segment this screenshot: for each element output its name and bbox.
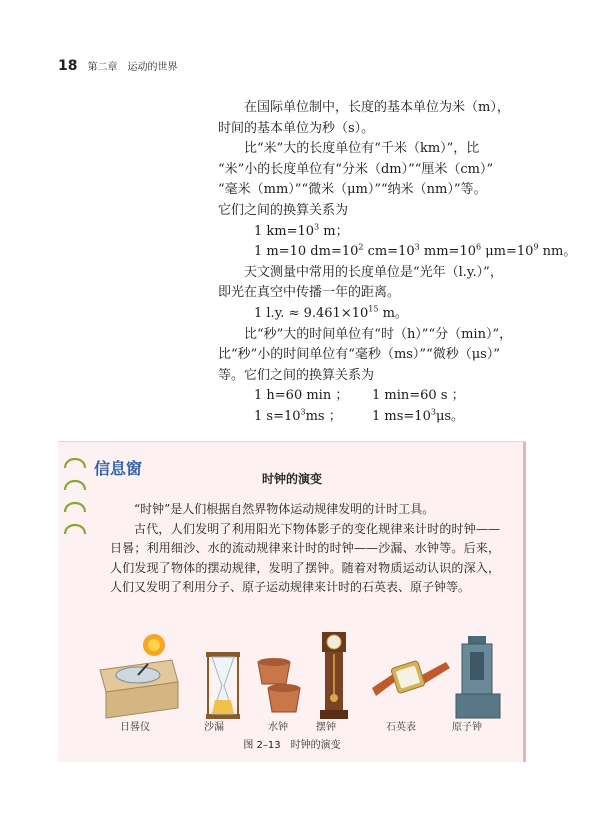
conversion-ms: 1 $ms=10^3\mu s$。 xyxy=(372,407,465,424)
paragraph-line: 在国际单位制中，长度的基本单位为米（m）， xyxy=(244,100,510,115)
main-text xyxy=(218,98,577,428)
wristwatch-icon xyxy=(372,660,450,696)
conversion-sec: 1 $s=10^3ms$ ； xyxy=(254,407,342,424)
info-paragraph: “时钟”是人们根据自然界物体运动规律发明的计时工具。 xyxy=(134,502,435,516)
formula-km: 1 $km=10^3$ m； xyxy=(254,222,349,239)
paragraph-line: 比“秒”大的时间单位有“时（h）”“分（min）”， xyxy=(244,326,513,342)
paragraph-line: “米”小的长度单位有“分米（dm）”“厘米（cm）” xyxy=(218,161,494,177)
paragraph-line: 等。它们之间的换算关系为 xyxy=(218,367,375,383)
caption-hourglass: 沙漏 xyxy=(204,722,224,733)
paragraph-line: 时间的基本单位为秒（s）。 xyxy=(218,120,375,136)
chapter-label: 第二章 xyxy=(87,62,118,73)
page-header xyxy=(58,58,177,74)
paragraph-line: 比“秒”小的时间单位有“毫秒（ms）”“微秒（μs）” xyxy=(218,347,500,363)
formula-m: 1 m=10 $dm=10^2$ $cm=10^3$ $mm=10^6$ $\mu m=10^9$ nm。 xyxy=(254,242,577,260)
water-clock-icon xyxy=(258,658,300,712)
atomic-clock-icon xyxy=(456,636,500,718)
paragraph-line: 即光在真空中传播一年的距离。 xyxy=(218,285,401,301)
sundial-icon xyxy=(100,634,178,718)
paragraph-line: 天文测量中常用的长度单位是“光年（l.y.）”， xyxy=(244,264,503,280)
info-body xyxy=(110,500,500,598)
conversion-min: 1 min=60 s ； xyxy=(372,388,465,404)
paragraph-line: 比“米”大的长度单位有“千米（km）”，比 xyxy=(244,141,480,157)
time-conversion-row xyxy=(218,386,540,407)
pendulum-clock-icon xyxy=(320,632,348,719)
spiral-binding-icon xyxy=(62,452,88,562)
info-title: 时钟的演变 xyxy=(261,472,322,486)
conversion-hour: 1 h=60 min ； xyxy=(254,388,349,404)
caption-quartz-watch: 石英表 xyxy=(386,722,416,733)
paragraph-line: 它们之间的换算关系为 xyxy=(218,202,349,218)
formula-ly: 1 l.y. ≈ $9.461\times 10^{15}$ m。 xyxy=(254,304,408,321)
caption-pendulum-clock: 摆钟 xyxy=(316,722,336,733)
figure-caption: 图 2–13 时钟的演变 xyxy=(243,740,341,751)
info-border xyxy=(523,442,526,762)
paragraph-line: “毫米（mm）”“微米（μm）”“纳米（nm）”等。 xyxy=(218,182,487,198)
caption-sundial: 日晷仪 xyxy=(120,722,150,733)
info-paragraph: 古代，人们发明了利用阳光下物体影子的变化规律来计时的时钟——日晷；利用细沙、水的流动规律来计时的时钟——沙漏、水钟等。后来，人们发现了物体的摆动规律，发明了摆钟。随着对物质运动认识的深入，人们又发明了利用分子、原子运动规律来计时的石英表、原子钟等。 xyxy=(110,521,500,595)
info-label: 信息窗 xyxy=(94,459,143,478)
info-window xyxy=(58,441,526,762)
chapter-title: 运动的世界 xyxy=(127,62,178,73)
time-conversion-row xyxy=(218,407,540,428)
caption-water-clock: 水钟 xyxy=(268,722,288,733)
page-number: 18 xyxy=(58,58,78,74)
hourglass-icon xyxy=(206,652,240,719)
caption-atomic-clock: 原子钟 xyxy=(452,722,482,733)
